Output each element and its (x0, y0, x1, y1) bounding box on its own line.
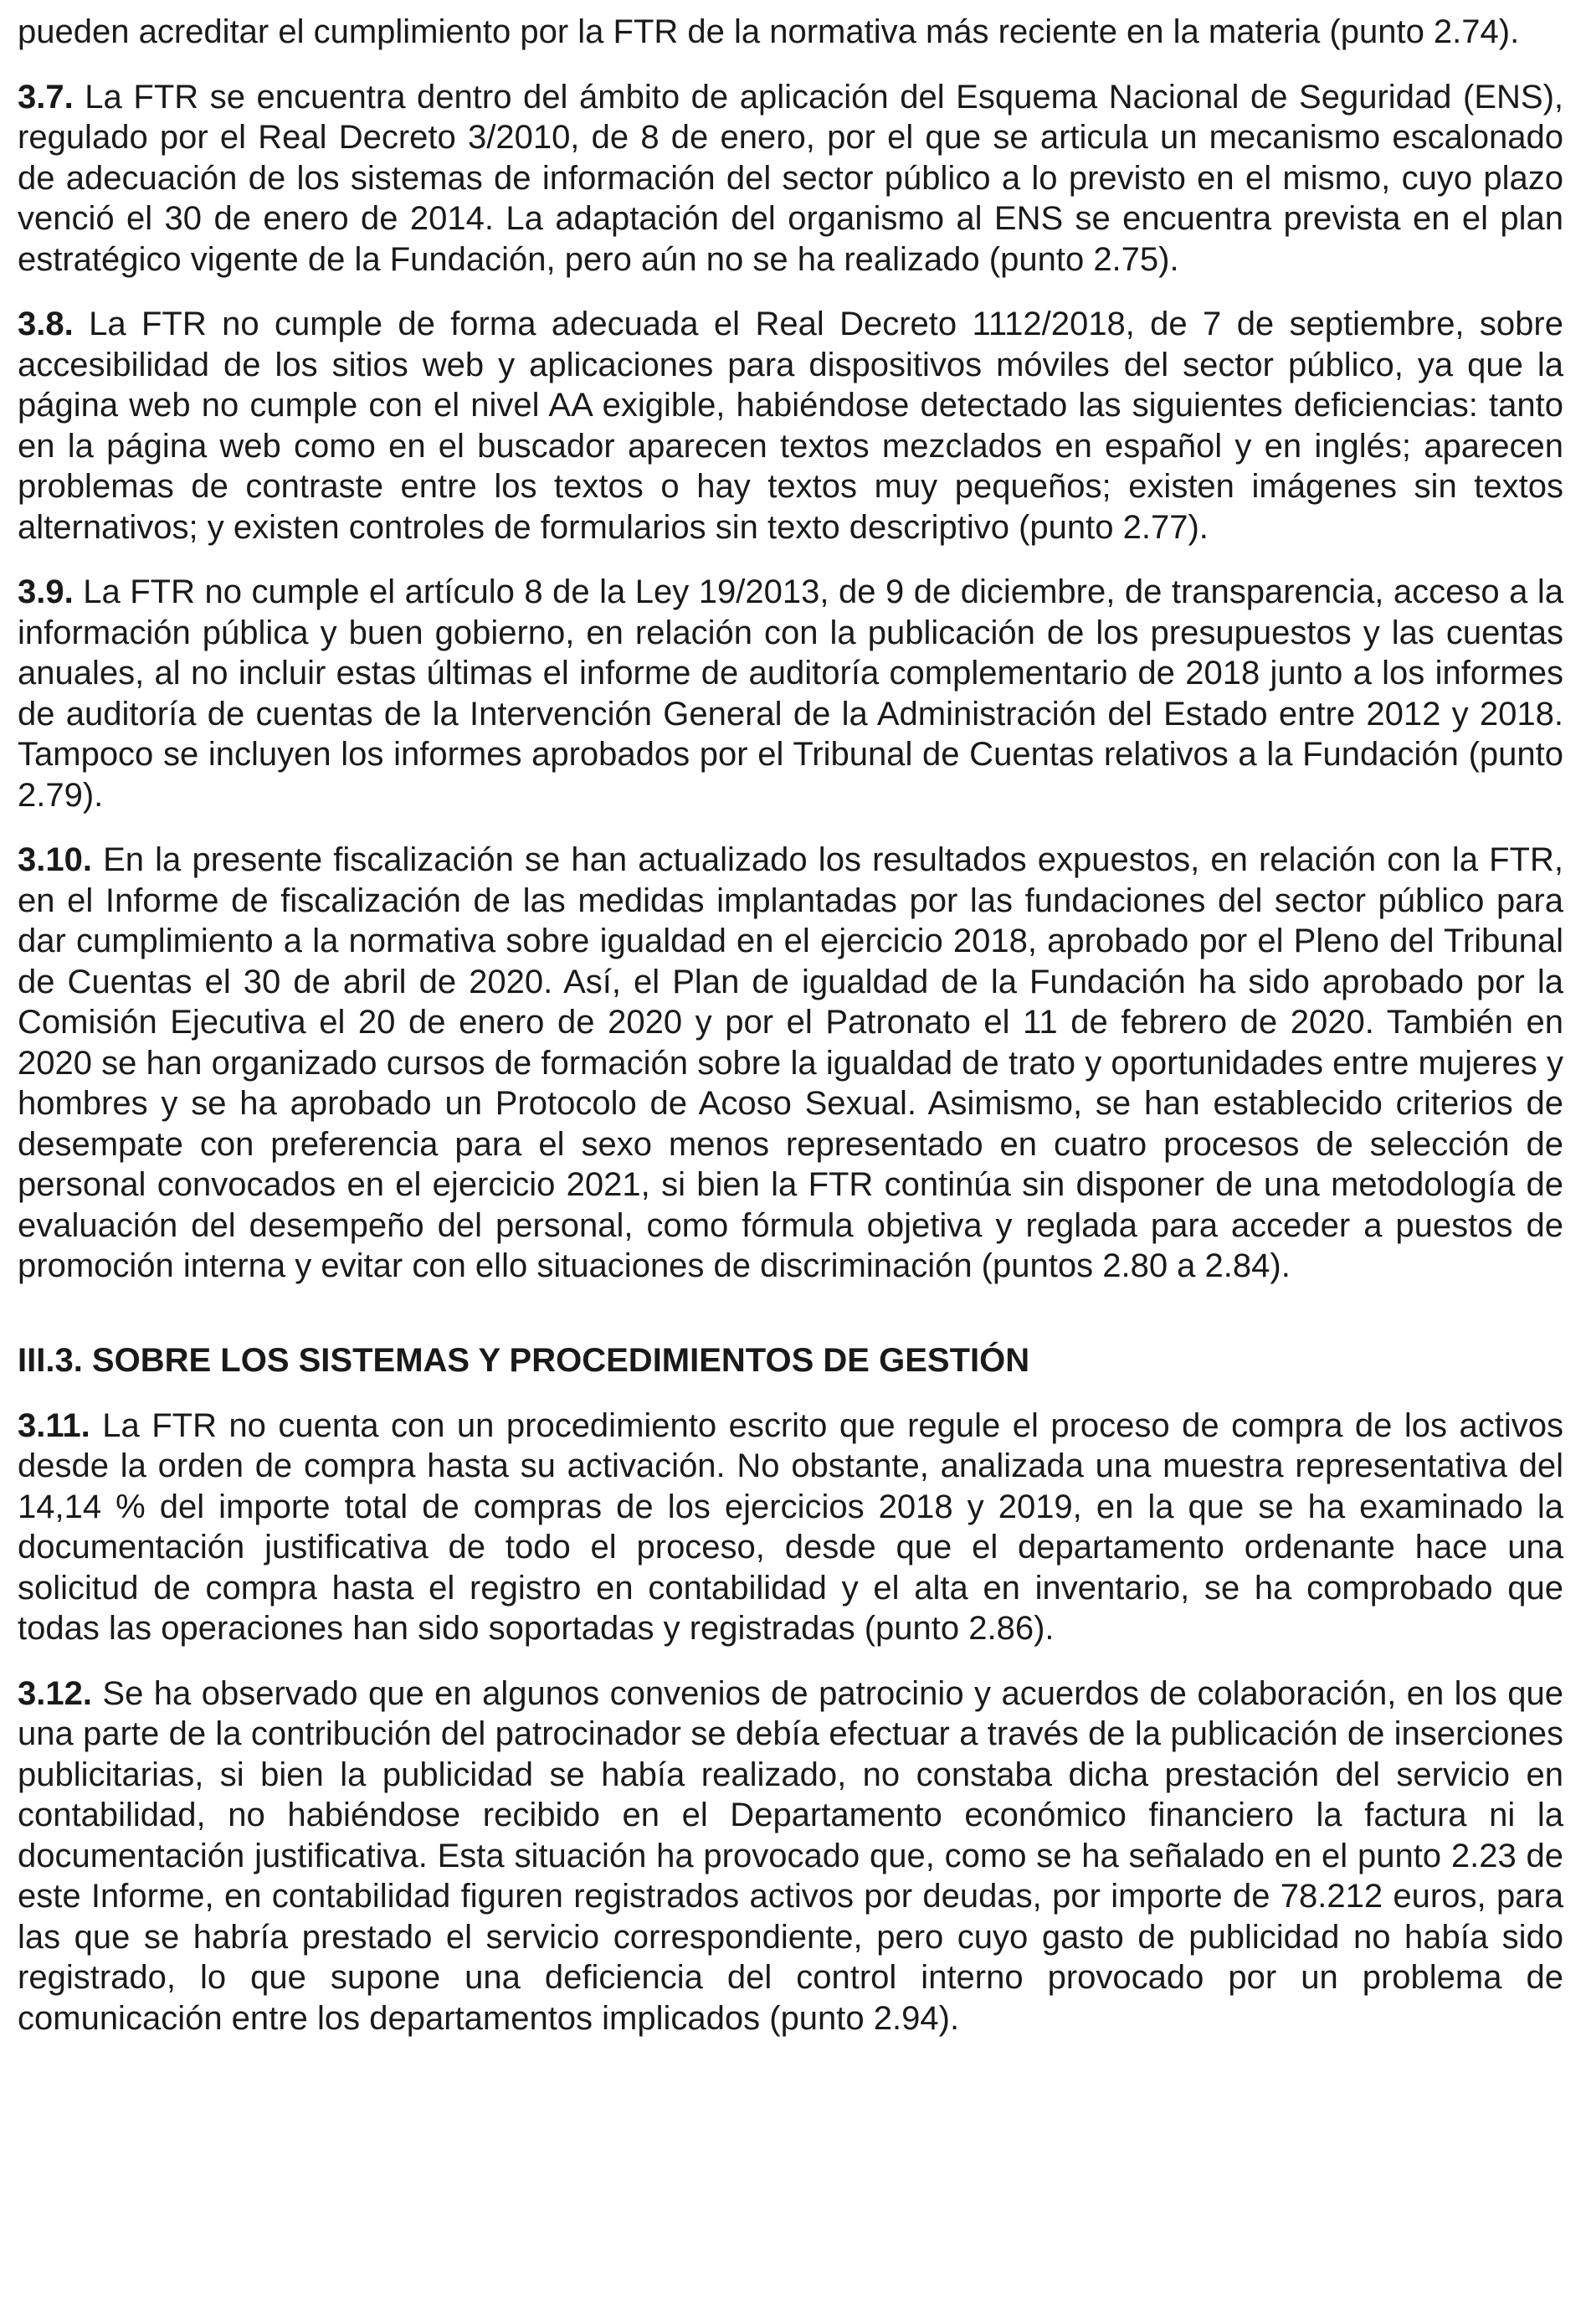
paragraph-continuation (18, 12, 1563, 53)
paragraph-number: 3.12. (18, 1674, 92, 1712)
paragraph-text: La FTR no cuenta con un procedimiento escrito que regule el proceso de compra de los activos desde la orden de compra hasta su activación. No obstante, analizada una muestra representativa del 14,14 % del importe total de compras de los ejercicios 2018 y 2019, en la que se ha examinado la documentación justificativa de todo el proceso, desde que el departamento ordenante hace una solicitud de compra hasta el registro en contabilidad y el alta en inventario, se ha comprobado que todas las operaciones han sido soportadas y registradas (punto 2.86). (18, 1406, 1563, 1647)
paragraph-3-12 (18, 1674, 1563, 2039)
paragraph-3-9 (18, 572, 1563, 815)
paragraph-3-11 (18, 1406, 1563, 1649)
paragraph-text: pueden acreditar el cumplimiento por la FTR de la normativa más reciente en la materia (punto 2.74). (18, 13, 1520, 50)
paragraph-number: 3.7. (18, 78, 74, 116)
paragraph-text: Se ha observado que en algunos convenios de patrocinio y acuerdos de colaboración, en los que una parte de la contribución del patrocinador se debía efectuar a través de la publicación de inserciones publicitarias, si bien la publicidad se había realizado, no constaba dicha prestación del servicio en contabilidad, no habiéndose recibido en el Departamento económico financiero la factura ni la documentación justificativa. Esta situación ha provocado que, como se ha señalado en el punto 2.23 de este Informe, en contabilidad figuren registrados activos por deudas, por importe de 78.212 euros, para las que se habría prestado el servicio correspondiente, pero cuyo gasto de publicidad no había sido registrado, lo que supone una deficiencia del control interno provocado por un problema de comunicación entre los departamentos implicados (punto 2.94). (18, 1674, 1563, 2037)
document-page (18, 12, 1563, 2063)
paragraph-number: 3.8. (18, 306, 74, 342)
paragraph-number: 3.9. (18, 573, 74, 610)
paragraph-3-8 (18, 304, 1563, 548)
paragraph-number: 3.11. (18, 1406, 90, 1444)
paragraph-3-7 (18, 77, 1563, 280)
paragraph-text: En la presente fiscalización se han actualizado los resultados expuestos, en relación con la FTR, en el Informe de fiscalización de las medidas implantadas por las fundaciones del sector público para dar cumplimiento a la normativa sobre igualdad en el ejercicio 2018, aprobado por el Pleno del Tribunal de Cuentas el 30 de abril de 2020. Así, el Plan de igualdad de la Fundación ha sido aprobado por la Comisión Ejecutiva el 20 de enero de 2020 y por el Patronato el 11 de febrero de 2020. También en 2020 se han organizado cursos de formación sobre la igualdad de trato y oportunidades entre mujeres y hombres y se ha aprobado un Protocolo de Acoso Sexual. Asimismo, se han establecido criterios de desempate con preferencia para el sexo menos representado en cuatro procesos de selección de personal convocados en el ejercicio 2021, si bien la FTR continúa sin disponer de una metodología de evaluación del desempeño del personal, como fórmula objetiva y reglada para acceder a puestos de promoción interna y evitar con ello situaciones de discriminación (puntos 2.80 a 2.84). (18, 841, 1563, 1284)
paragraph-3-10 (18, 840, 1563, 1287)
paragraph-text: La FTR no cumple de forma adecuada el Real Decreto 1112/2018, de 7 de septiembre, sobre accesibilidad de los sitios web y aplicaciones para dispositivos móviles del sector público, ya que la página web no cumple con el nivel AA exigible, habiéndose detectado las siguientes deficiencias: tanto en la página web como en el buscador aparecen textos mezclados en español y en inglés; aparecen problemas de contraste entre los textos o hay textos muy pequeños; existen imágenes sin textos alternativos; y existen controles de formularios sin texto descriptivo (punto 2.77). (18, 306, 1563, 546)
paragraph-text: La FTR no cumple el artículo 8 de la Ley 19/2013, de 9 de diciembre, de transparencia, acceso a la información pública y buen gobierno, en relación con la publicación de los presupuestos y las cuentas anuales, al no incluir estas últimas el informe de auditoría complementario de 2018 junto a los informes de auditoría de cuentas de la Intervención General de la Administración del Estado entre 2012 y 2018. Tampoco se incluyen los informes aprobados por el Tribunal de Cuentas relativos a la Fundación (punto 2.79). (18, 573, 1563, 814)
paragraph-text: La FTR se encuentra dentro del ámbito de aplicación del Esquema Nacional de Seguridad (ENS), regulado por el Real Decreto 3/2010, de 8 de enero, por el que se articula un mecanismo escalonado de adecuación de los sistemas de información del sector público a lo previsto en el mismo, cuyo plazo venció el 30 de enero de 2014. La adaptación del organismo al ENS se encuentra prevista en el plan estratégico vigente de la Fundación, pero aún no se ha realizado (punto 2.75). (18, 78, 1563, 278)
paragraph-number: 3.10. (18, 841, 92, 878)
section-heading: III.3. SOBRE LOS SISTEMAS Y PROCEDIMIENTOS DE GESTIÓN (18, 1341, 1030, 1379)
